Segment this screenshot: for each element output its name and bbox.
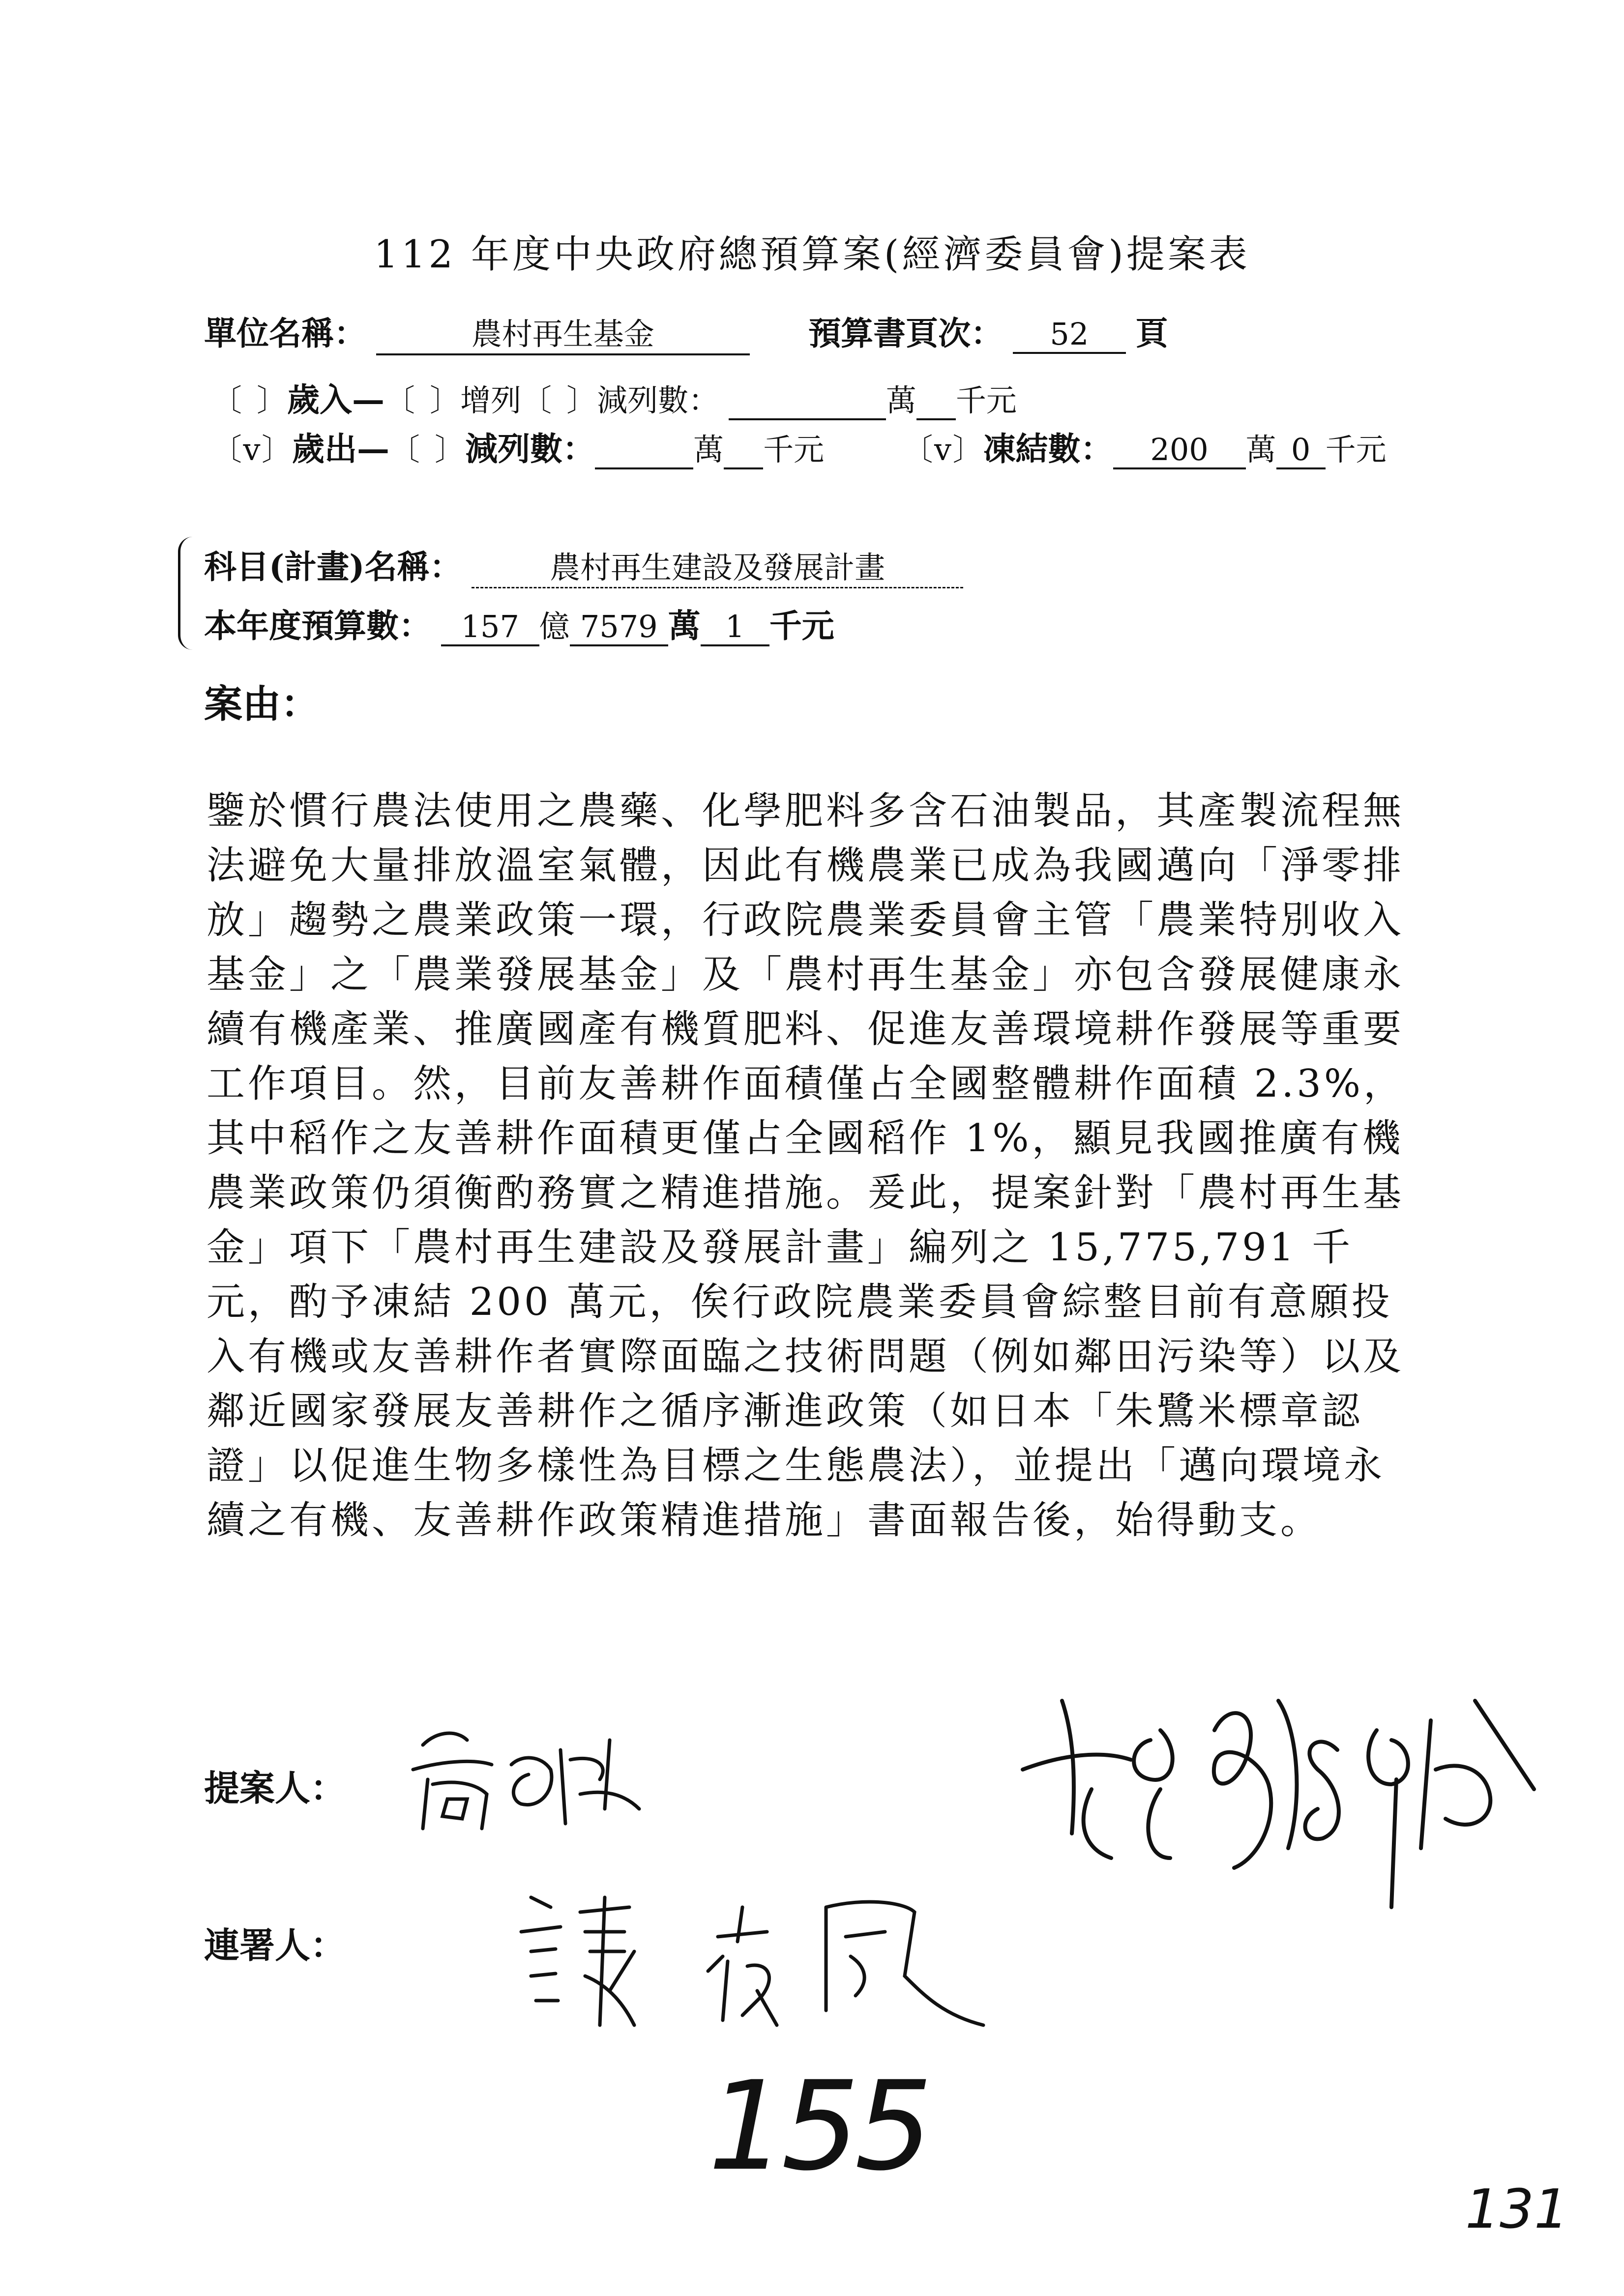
proposer-signature bbox=[393, 1711, 669, 1838]
bracket-divider bbox=[178, 537, 199, 650]
expenditure-row bbox=[211, 423, 1387, 469]
revenue-checkbox: 〔 〕 bbox=[211, 382, 288, 418]
page-title: 112 年度中央政府總預算案(經濟委員會)提案表 bbox=[374, 233, 1250, 277]
freeze-qian-value: 0 bbox=[1276, 432, 1326, 469]
freeze-checkbox: 〔v〕 bbox=[902, 432, 983, 467]
reason-label: 案由： bbox=[204, 682, 320, 727]
unit-row bbox=[204, 307, 1168, 355]
revenue-decrease-label: 減列數： bbox=[597, 382, 719, 418]
freeze-label: 凍結數： bbox=[983, 430, 1113, 468]
page-value: 52 bbox=[1013, 316, 1126, 354]
revenue-label: 歲入— bbox=[287, 380, 385, 419]
freeze-qian: 千元 bbox=[1325, 432, 1387, 467]
expenditure-label: 歲出— bbox=[292, 430, 390, 468]
cosigner-label: 連署人： bbox=[204, 1924, 346, 1966]
subject-label: 科目(計畫)名稱： bbox=[204, 548, 462, 586]
expenditure-decrease-checkbox: 〔 〕 bbox=[389, 432, 466, 467]
freeze-wan-value: 200 bbox=[1113, 432, 1246, 469]
budget-wan: 萬 bbox=[668, 607, 701, 645]
subject-row bbox=[204, 541, 963, 588]
revenue-decrease-checkbox: 〔 〕 bbox=[521, 382, 597, 418]
expenditure-decrease-label: 減列數： bbox=[465, 430, 595, 468]
expenditure-wan: 萬 bbox=[693, 432, 724, 467]
subject-value: 農村再生建設及發展計畫 bbox=[472, 543, 963, 588]
corner-page-number: 131 bbox=[1465, 2178, 1568, 2240]
budget-row bbox=[204, 600, 834, 646]
freeze-wan: 萬 bbox=[1245, 432, 1276, 467]
unit-label: 單位名稱： bbox=[204, 314, 366, 352]
page-suffix: 頁 bbox=[1135, 314, 1168, 352]
revenue-increase-label: 增列 bbox=[460, 382, 522, 418]
budget-yi-value: 157 bbox=[441, 609, 539, 646]
budget-qian-value: 1 bbox=[701, 609, 769, 646]
budget-label: 本年度預算數： bbox=[204, 607, 431, 645]
proposer-label: 提案人： bbox=[204, 1767, 346, 1809]
revenue-qian: 千元 bbox=[955, 382, 1017, 418]
revenue-wan: 萬 bbox=[886, 382, 916, 418]
revenue-increase-checkbox: 〔 〕 bbox=[384, 382, 461, 418]
expenditure-qian: 千元 bbox=[763, 432, 825, 467]
page-label: 預算書頁次： bbox=[808, 314, 1004, 352]
handwritten-page-number: 155 bbox=[708, 2055, 928, 2198]
cosigner-signature-large bbox=[1003, 1671, 1544, 1927]
reason-text: 鑒於慣行農法使用之農藥、化學肥料多含石油製品，其產製流程無法避免大量排放溫室氣體，因此有機農業已成為我國邁向「淨零排放」趨勢之農業政策一環，行政院農業委員會主管「農業特別收入基金」之「農業發展基金」及「農村再生基金」亦包含發展健康永續有機產業、推廣國產有機質肥料、促進友善環境耕作發展等重要工作項目。然，目前友善耕作面積僅占全國整體耕作面積 2.3%，其中稻作之友善耕作面積更僅占全國稻作 1%，顯見我國推廣有機農業政策仍須衡酌務實之精進措施。爰此，提案針對「農村再生基金」項下「農村再生建設及發展計畫」編列之 15,775,791 千元，酌予凍結 200 萬元，俟行政院農業委員會綜整目前有意願投入有機或友善耕作者實際面臨之技術問題（例如鄰田污染等）以及鄰近國家發展友善耕作之循序漸進政策（如日本「朱鷺米標章認證」以促進生物多樣性為目標之生態農法），並提出「邁向環境永續之有機、友善耕作政策精進措施」書面報告後，始得動支。 bbox=[207, 789, 1405, 1542]
revenue-row bbox=[211, 374, 1017, 420]
expenditure-checkbox: 〔v〕 bbox=[211, 432, 293, 467]
cosigner-signature bbox=[511, 1878, 1013, 2040]
budget-wan-value: 7579 bbox=[570, 609, 668, 646]
budget-yi: 億 bbox=[539, 609, 570, 644]
unit-value: 農村再生基金 bbox=[376, 310, 750, 355]
budget-qian: 千元 bbox=[769, 607, 834, 645]
